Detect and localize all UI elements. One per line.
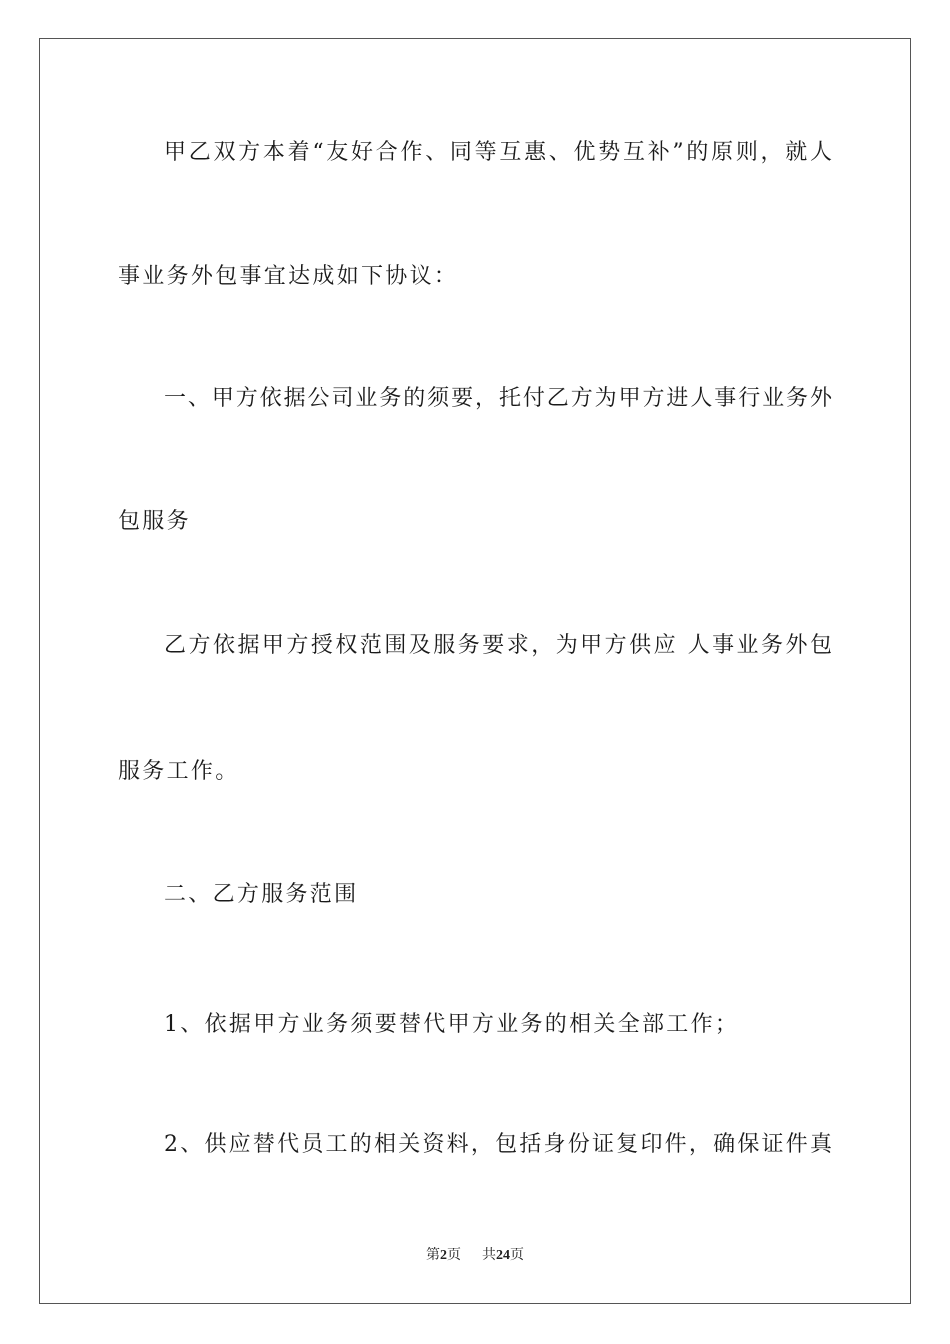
current-page-number: 2 xyxy=(440,1248,447,1263)
list-item: 2、供应替代员工的相关资料，包括身份证复印件，确保证件真 xyxy=(164,1132,832,1157)
section-heading: 二、乙方服务范围 xyxy=(164,882,359,907)
total-prefix: 共 xyxy=(482,1248,496,1263)
paragraph-line: 事业务外包事宜达成如下协议： xyxy=(118,264,459,289)
total-page-count: 24 xyxy=(496,1248,510,1263)
paragraph-line: 包服务 xyxy=(118,509,191,534)
page-suffix: 页 xyxy=(447,1248,461,1263)
paragraph-line: 一、甲方依据公司业务的须要，托付乙方为甲方进人事行业务外 xyxy=(164,386,832,411)
paragraph-line: 乙方依据甲方授权范围及服务要求，为甲方供应 人事业务外包 xyxy=(164,633,832,658)
page-frame xyxy=(39,38,911,1304)
total-suffix: 页 xyxy=(510,1248,524,1263)
paragraph-line: 甲乙双方本着“友好合作、同等互惠、优势互补”的原则，就人 xyxy=(164,140,832,165)
page-prefix: 第 xyxy=(426,1248,440,1263)
page-number xyxy=(426,1244,461,1264)
page-footer xyxy=(0,1244,950,1264)
paragraph-line: 服务工作。 xyxy=(118,759,240,784)
total-pages xyxy=(482,1244,524,1264)
list-item: 1、依据甲方业务须要替代甲方业务的相关全部工作； xyxy=(164,1012,740,1037)
